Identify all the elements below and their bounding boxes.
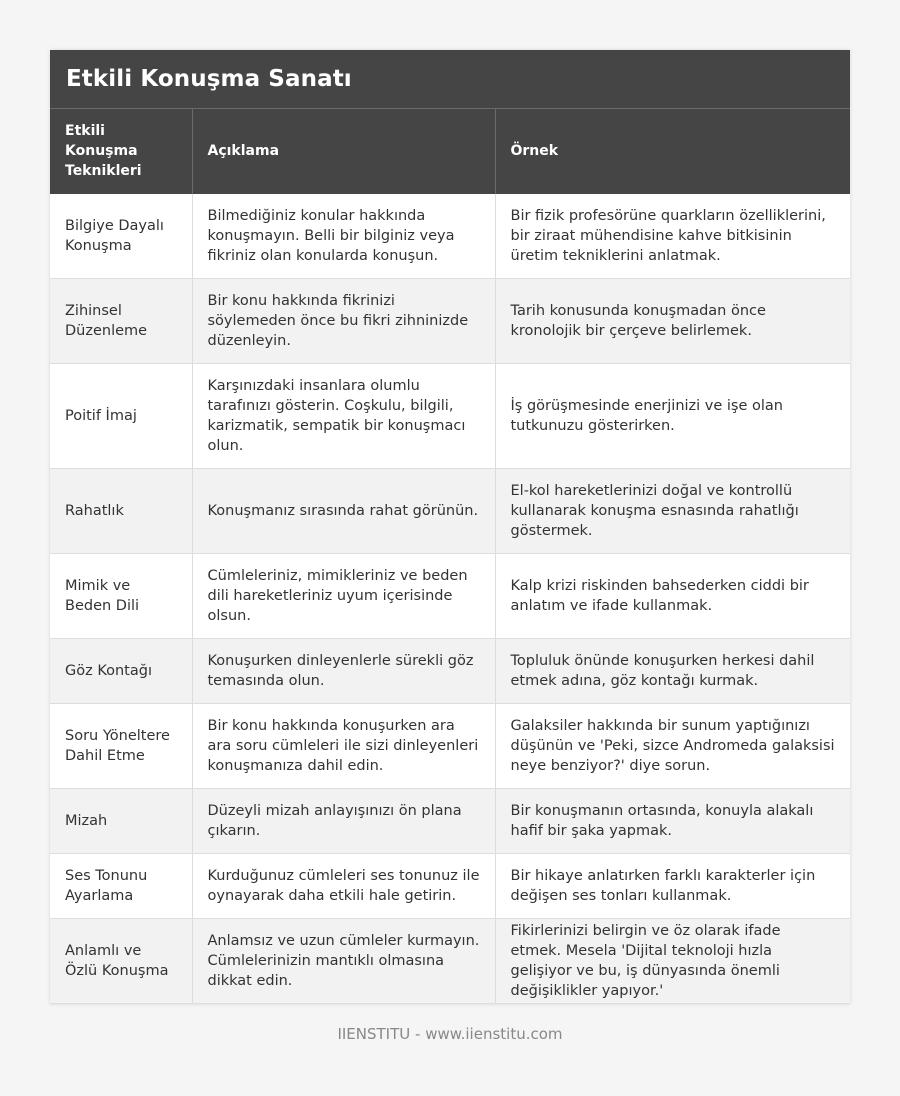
column-header-technique: Etkili Konuşma Teknikleri — [50, 109, 192, 194]
example-cell: Bir konuşmanın ortasında, konuyla alakalı hafif bir şaka yapmak. — [495, 789, 850, 854]
example-cell: El-kol hareketlerinizi doğal ve kontrollü kullanarak konuşma esnasında rahatlığı göstermek. — [495, 469, 850, 554]
description-cell: Konuşmanız sırasında rahat görünün. — [192, 469, 495, 554]
example-cell: Kalp krizi riskinden bahsederken ciddi bir anlatım ve ifade kullanmak. — [495, 554, 850, 639]
description-cell: Düzeyli mizah anlayışınızı ön plana çıkarın. — [192, 789, 495, 854]
table-row — [50, 704, 850, 789]
footer-credit: IIENSTITU - www.iienstitu.com — [337, 1025, 563, 1043]
description-cell: Karşınızdaki insanlara olumlu tarafınızı gösterin. Coşkulu, bilgili, karizmatik, sempatik bir konuşmacı olun. — [192, 364, 495, 469]
techniques-table — [50, 108, 850, 1004]
table-row — [50, 854, 850, 919]
technique-cell: Mizah — [50, 789, 192, 854]
technique-cell: Zihinsel Düzenleme — [50, 279, 192, 364]
example-cell: Fikirlerinizi belirgin ve öz olarak ifade etmek. Mesela 'Dijital teknoloji hızla gelişiyor ve bu, iş dünyasında önemli değişiklikler yapıyor.' — [495, 919, 850, 1004]
technique-cell: Göz Kontağı — [50, 639, 192, 704]
technique-cell: Rahatlık — [50, 469, 192, 554]
technique-cell: Ses Tonunu Ayarlama — [50, 854, 192, 919]
description-cell: Konuşurken dinleyenlerle sürekli göz temasında olun. — [192, 639, 495, 704]
technique-cell: Bilgiye Dayalı Konuşma — [50, 194, 192, 279]
column-header-description: Açıklama — [192, 109, 495, 194]
description-cell: Bilmediğiniz konular hakkında konuşmayın. Belli bir bilginiz veya fikriniz olan konularda konuşun. — [192, 194, 495, 279]
technique-cell: Mimik ve Beden Dili — [50, 554, 192, 639]
table-row — [50, 789, 850, 854]
table-header-row — [50, 109, 850, 194]
table-row — [50, 279, 850, 364]
technique-cell: Anlamlı ve Özlü Konuşma — [50, 919, 192, 1004]
table-row — [50, 639, 850, 704]
page-title: Etkili Konuşma Sanatı — [66, 66, 352, 92]
table-row — [50, 919, 850, 1004]
table-row — [50, 469, 850, 554]
example-cell: Tarih konusunda konuşmadan önce kronolojik bir çerçeve belirlemek. — [495, 279, 850, 364]
example-cell: Bir hikaye anlatırken farklı karakterler için değişen ses tonları kullanmak. — [495, 854, 850, 919]
description-cell: Cümleleriniz, mimikleriniz ve beden dili hareketleriniz uyum içerisinde olsun. — [192, 554, 495, 639]
title-bar — [50, 50, 850, 108]
column-header-example: Örnek — [495, 109, 850, 194]
example-cell: İş görüşmesinde enerjinizi ve işe olan tutkunuzu gösterirken. — [495, 364, 850, 469]
technique-cell: Soru Yöneltere Dahil Etme — [50, 704, 192, 789]
technique-cell: Poitif İmaj — [50, 364, 192, 469]
table-row — [50, 364, 850, 469]
example-cell: Bir fizik profesörüne quarkların özelliklerini, bir ziraat mühendisine kahve bitkisinin üretim tekniklerini anlatmak. — [495, 194, 850, 279]
description-cell: Kurduğunuz cümleleri ses tonunuz ile oynayarak daha etkili hale getirin. — [192, 854, 495, 919]
table-row — [50, 554, 850, 639]
example-cell: Galaksiler hakkında bir sunum yaptığınızı düşünün ve 'Peki, sizce Andromeda galaksisi neye benziyor?' diye sorun. — [495, 704, 850, 789]
table-row — [50, 194, 850, 279]
example-cell: Topluluk önünde konuşurken herkesi dahil etmek adına, göz kontağı kurmak. — [495, 639, 850, 704]
description-cell: Bir konu hakkında fikrinizi söylemeden önce bu fikri zihninizde düzenleyin. — [192, 279, 495, 364]
content-card — [50, 50, 850, 1004]
description-cell: Bir konu hakkında konuşurken ara ara soru cümleleri ile sizi dinleyenleri konuşmanıza dahil edin. — [192, 704, 495, 789]
description-cell: Anlamsız ve uzun cümleler kurmayın. Cümlelerinizin mantıklı olmasına dikkat edin. — [192, 919, 495, 1004]
